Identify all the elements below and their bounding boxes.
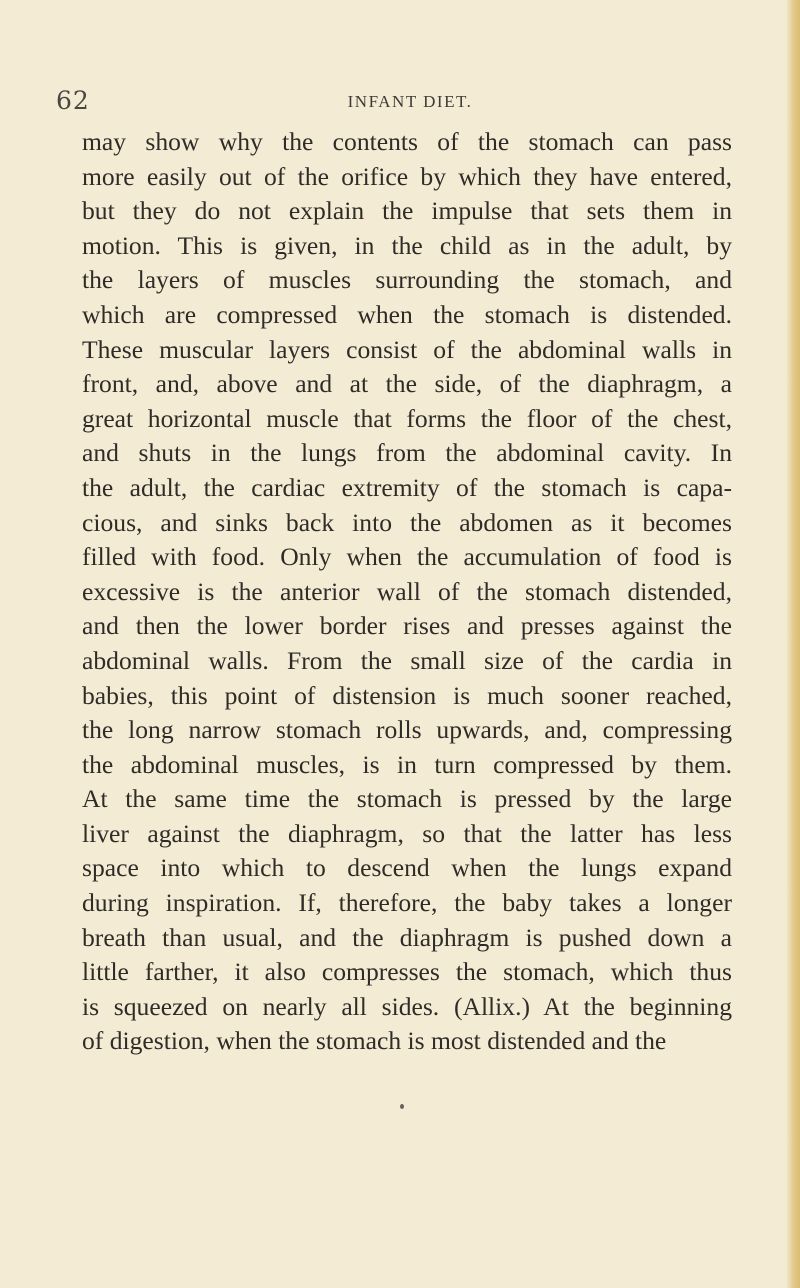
text-line: front, and, above and at the side, of the diaphragm, a xyxy=(82,369,732,399)
text-line: At the same time the stomach is pressed by the large xyxy=(82,784,732,814)
text-line: These muscular layers consist of the abdominal walls in xyxy=(82,334,732,364)
text-line: great horizontal muscle that forms the floor of the chest, xyxy=(82,403,732,433)
page-edge-shadow xyxy=(786,0,800,1288)
text-line: the layers of muscles surrounding the stomach, and xyxy=(82,265,732,295)
text-line: motion. This is given, in the child as in the adult, by xyxy=(82,230,732,260)
text-line: more easily out of the orifice by which they have entered, xyxy=(82,161,732,191)
text-line: breath than usual, and the diaphragm is pushed down a xyxy=(82,922,732,952)
text-line: the adult, the cardiac extremity of the stomach is capa- xyxy=(82,472,732,502)
text-line: and then the lower border rises and presses against the xyxy=(82,611,732,641)
text-line: excessive is the anterior wall of the stomach distended, xyxy=(82,576,732,606)
text-line: is squeezed on nearly all sides. (Allix.) At the beginning xyxy=(82,991,732,1021)
text-line: but they do not explain the impulse that sets them in xyxy=(82,196,732,226)
text-line: the long narrow stomach rolls upwards, and, compressing xyxy=(82,715,732,745)
text-line: the abdominal muscles, is in turn compressed by them. xyxy=(82,749,732,779)
text-line: liver against the diaphragm, so that the latter has less xyxy=(82,818,732,848)
text-line: may show why the contents of the stomach can pass xyxy=(82,127,732,156)
text-line: space into which to descend when the lungs expand xyxy=(82,853,732,883)
running-head: INFANT DIET. xyxy=(347,92,473,111)
text-line: during inspiration. If, therefore, the baby takes a longer xyxy=(82,888,732,918)
ink-speck xyxy=(400,1104,404,1109)
body-text xyxy=(82,125,732,1059)
text-line: little farther, it also compresses the stomach, which thus xyxy=(82,957,732,987)
text-line: filled with food. Only when the accumulation of food is xyxy=(82,542,732,572)
text-line: of digestion, when the stomach is most distended and the xyxy=(82,1026,667,1056)
text-line: cious, and sinks back into the abdomen as it becomes xyxy=(82,507,732,537)
text-line: babies, this point of distension is much sooner reached, xyxy=(82,680,732,710)
text-line: abdominal walls. From the small size of the cardia in xyxy=(82,645,732,675)
text-line: and shuts in the lungs from the abdominal cavity. In xyxy=(82,438,732,468)
text-line: which are compressed when the stomach is distended. xyxy=(82,299,732,329)
page-number: 62 xyxy=(56,86,90,115)
